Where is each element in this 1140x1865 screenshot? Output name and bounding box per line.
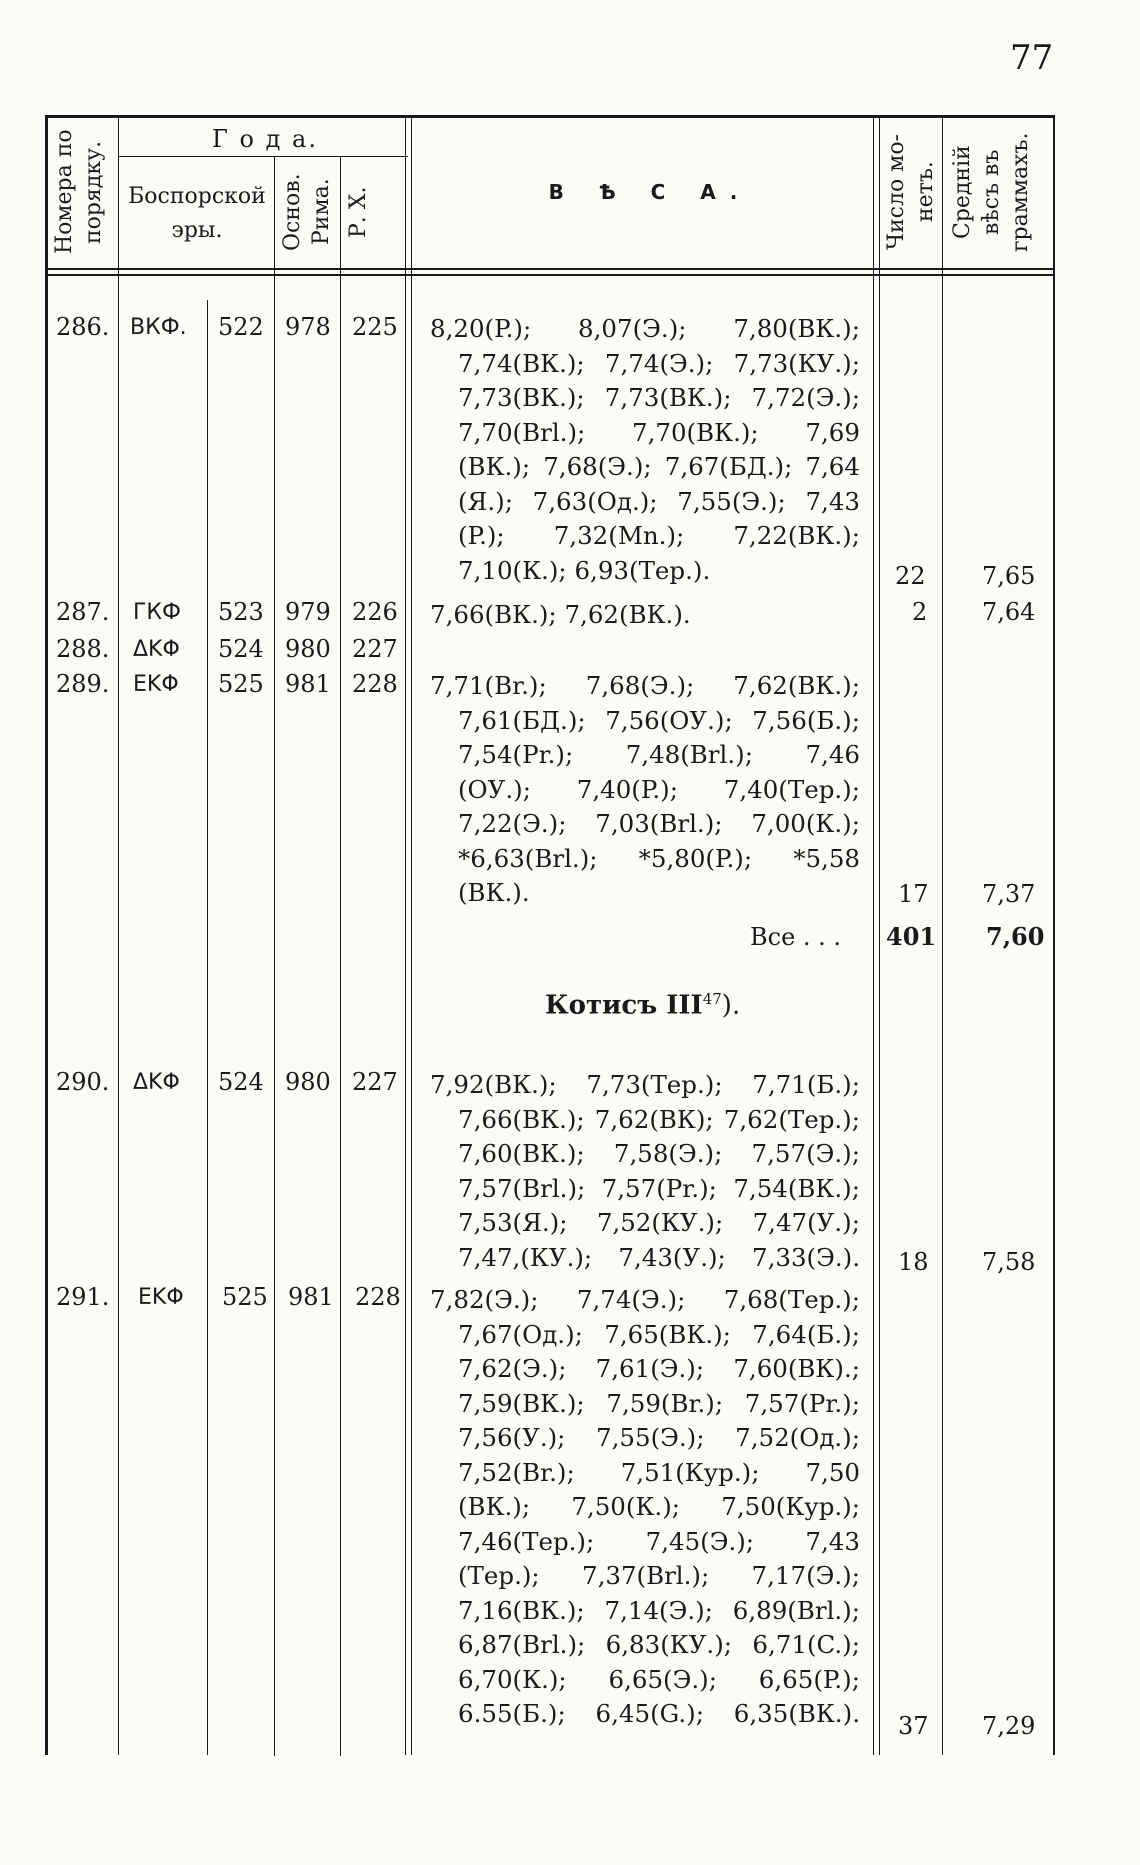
rule-weights-2 xyxy=(879,115,880,1755)
header-bosporan: Боспорской эры. xyxy=(128,184,266,243)
row-286-mark: ВКФ. xyxy=(130,315,187,340)
weight-line: (Я.); 7,63(Од.); 7,55(Э.); 7,43 xyxy=(458,486,860,516)
row-286-rome: 978 xyxy=(285,313,331,341)
weight-line: 7,54(Pr.); 7,48(Brl.); 7,46 xyxy=(458,740,860,769)
row-289-mark: ΕΚΦ xyxy=(133,672,179,697)
section-title-text: Котисъ III xyxy=(545,990,703,1021)
total-label: Все . . . xyxy=(750,923,842,951)
rule-bosp-inner xyxy=(207,300,208,1755)
row-288-num: 288. xyxy=(56,635,110,663)
row-286-count: 22 xyxy=(895,562,926,590)
weight-line: 7,22(Э.); 7,03(Brl.); 7,00(К.); xyxy=(458,809,860,838)
row-291-weights xyxy=(430,1283,860,1732)
header-ad: Р. Х. xyxy=(346,186,371,238)
header-weights: В Ѣ С А. xyxy=(548,180,752,204)
section-title xyxy=(545,990,740,1021)
row-291-count: 37 xyxy=(898,1712,929,1740)
rule-bosp xyxy=(274,156,275,1756)
row-287-bosporan: 523 xyxy=(218,598,264,626)
rule-ad-1 xyxy=(405,115,406,1755)
row-290-weights xyxy=(430,1068,860,1275)
weight-line: 8,20(P.); 8,07(Э.); 7,80(ВК.); xyxy=(430,314,860,343)
weight-line: 7,59(ВК.); 7,59(Br.); 7,57(Pr.); xyxy=(458,1388,860,1418)
weight-line: 6,87(Brl.); 6,83(КУ.); 6,71(C.); xyxy=(458,1630,860,1659)
row-287-mark: ГКФ xyxy=(133,600,181,625)
weight-line: 7,71(Br.); 7,68(Э.); 7,62(ВК.); xyxy=(430,671,860,700)
weight-line: 7,47,(КУ.); 7,43(У.); 7,33(Э.). xyxy=(458,1242,860,1272)
row-286-num: 286. xyxy=(56,313,110,341)
weight-line: (P.); 7,32(Mn.); 7,22(ВК.); xyxy=(458,521,860,550)
weight-line: 7,52(Br.); 7,51(Кур.); 7,50 xyxy=(458,1457,860,1487)
weight-line: 7,66(ВК.); 7,62(ВК.). xyxy=(430,600,691,629)
weight-line: 7,60(ВК.); 7,58(Э.); 7,57(Э.); xyxy=(458,1139,860,1168)
row-289-count: 17 xyxy=(898,880,929,908)
header-bottom-rule-2 xyxy=(45,274,1055,276)
row-290-count: 18 xyxy=(898,1248,929,1276)
weight-line: 7,82(Э.); 7,74(Э.); 7,68(Тер.); xyxy=(430,1285,860,1314)
row-289-num: 289. xyxy=(56,670,110,698)
weight-line: 7,66(ВК.); 7,62(ВК); 7,62(Тер.); xyxy=(458,1104,860,1134)
row-287-count: 2 xyxy=(912,598,928,626)
row-289-avg: 7,37 xyxy=(982,880,1036,908)
weight-line: *6,63(Brl.); *5,80(P.); *5,58 xyxy=(458,843,860,873)
row-287-avg: 7,64 xyxy=(982,598,1036,626)
row-287-num: 287. xyxy=(56,598,110,626)
rule-count xyxy=(942,115,943,1755)
weight-line: 6.55(Б.); 6,45(G.); 6,35(ВК.). xyxy=(458,1699,860,1728)
header-order: Номера по порядку. xyxy=(52,129,106,255)
header-rome: Основ. Рима. xyxy=(280,173,334,251)
row-286-bosporan: 522 xyxy=(218,313,264,341)
row-286-avg: 7,65 xyxy=(982,562,1036,590)
weight-line: (ВК.); 7,50(К.); 7,50(Кур.); xyxy=(458,1492,860,1521)
weight-line: 7,16(ВК.); 7,14(Э.); 6,89(Brl.); xyxy=(458,1595,860,1625)
years-subrule xyxy=(118,156,408,157)
row-291-ad: 228 xyxy=(355,1283,401,1311)
row-289-weights xyxy=(430,669,860,911)
row-289-ad: 228 xyxy=(352,670,398,698)
header-years: Г о д а. xyxy=(212,125,318,153)
weight-line: (Тер.); 7,37(Brl.); 7,17(Э.); xyxy=(458,1561,860,1590)
row-288-rome: 980 xyxy=(285,635,331,663)
row-287-weights xyxy=(430,598,860,633)
row-289-bosporan: 525 xyxy=(218,670,264,698)
row-287-rome: 979 xyxy=(285,598,331,626)
row-290-num: 290. xyxy=(56,1068,110,1096)
section-title-suffix: ). xyxy=(721,990,741,1021)
header-bottom-rule xyxy=(45,268,1055,270)
row-291-rome: 981 xyxy=(288,1283,334,1311)
weight-line: 7,62(Э.); 7,61(Э.); 7,60(ВК).; xyxy=(458,1354,860,1383)
weight-line: 7,56(У.); 7,55(Э.); 7,52(Од.); xyxy=(458,1423,860,1452)
row-286-weights xyxy=(430,312,860,588)
total-avg: 7,60 xyxy=(986,922,1045,951)
weight-line: (ВК.); 7,68(Э.); 7,67(БД.); 7,64 xyxy=(458,452,860,481)
right-rule xyxy=(1053,115,1055,1755)
weight-line: 7,74(ВК.); 7,74(Э.); 7,73(КУ.); xyxy=(458,348,860,378)
header-count: Число мо- нетъ. xyxy=(884,134,938,250)
weight-line: 7,67(Од.); 7,65(ВК.); 7,64(Б.); xyxy=(458,1319,860,1349)
row-290-mark: ΔΚΦ xyxy=(133,1070,180,1095)
row-286-ad: 225 xyxy=(352,313,398,341)
weight-line: 7,57(Brl.); 7,57(Pr.); 7,54(ВК.); xyxy=(458,1173,860,1203)
row-288-bosporan: 524 xyxy=(218,635,264,663)
row-288-ad: 227 xyxy=(352,635,398,663)
weight-line: (ВК.). xyxy=(458,878,530,907)
rule-rome xyxy=(340,156,341,1756)
header-avg: Средній вѣсъ въ граммахъ. xyxy=(950,132,1033,252)
weight-line: 7,10(К.); 6,93(Тер.). xyxy=(458,555,711,585)
row-291-bosporan: 525 xyxy=(222,1283,268,1311)
footnote-ref: 47 xyxy=(702,990,722,1008)
weight-line: (ОУ.); 7,40(P.); 7,40(Тер.); xyxy=(458,774,860,804)
weight-line: 6,70(К.); 6,65(Э.); 6,65(P.); xyxy=(458,1664,860,1694)
weight-line: 7,61(БД.); 7,56(ОУ.); 7,56(Б.); xyxy=(458,705,860,735)
page-number: 77 xyxy=(1010,38,1054,78)
weight-line: 7,53(Я.); 7,52(КУ.); 7,47(У.); xyxy=(458,1208,860,1237)
row-291-num: 291. xyxy=(56,1283,110,1311)
rule-num xyxy=(118,115,119,1755)
weight-line: 7,46(Тер.); 7,45(Э.); 7,43 xyxy=(458,1526,860,1556)
row-288-mark: ΔΚΦ xyxy=(133,637,180,662)
row-290-avg: 7,58 xyxy=(982,1248,1036,1276)
row-290-rome: 980 xyxy=(285,1068,331,1096)
weight-line: 7,73(ВК.); 7,73(ВК.); 7,72(Э.); xyxy=(458,383,860,412)
row-291-mark: ΕΚΦ xyxy=(138,1285,184,1310)
row-290-ad: 227 xyxy=(352,1068,398,1096)
rule-ad-2 xyxy=(411,115,412,1755)
row-291-avg: 7,29 xyxy=(982,1712,1036,1740)
left-rule xyxy=(45,115,48,1755)
top-rule xyxy=(45,115,1055,118)
row-290-bosporan: 524 xyxy=(218,1068,264,1096)
weight-line: 7,70(Brl.); 7,70(ВК.); 7,69 xyxy=(458,417,860,447)
weight-line: 7,92(ВК.); 7,73(Тер.); 7,71(Б.); xyxy=(430,1070,860,1099)
row-287-ad: 226 xyxy=(352,598,398,626)
rule-weights-1 xyxy=(873,115,874,1755)
total-count: 401 xyxy=(886,922,937,951)
row-289-rome: 981 xyxy=(285,670,331,698)
